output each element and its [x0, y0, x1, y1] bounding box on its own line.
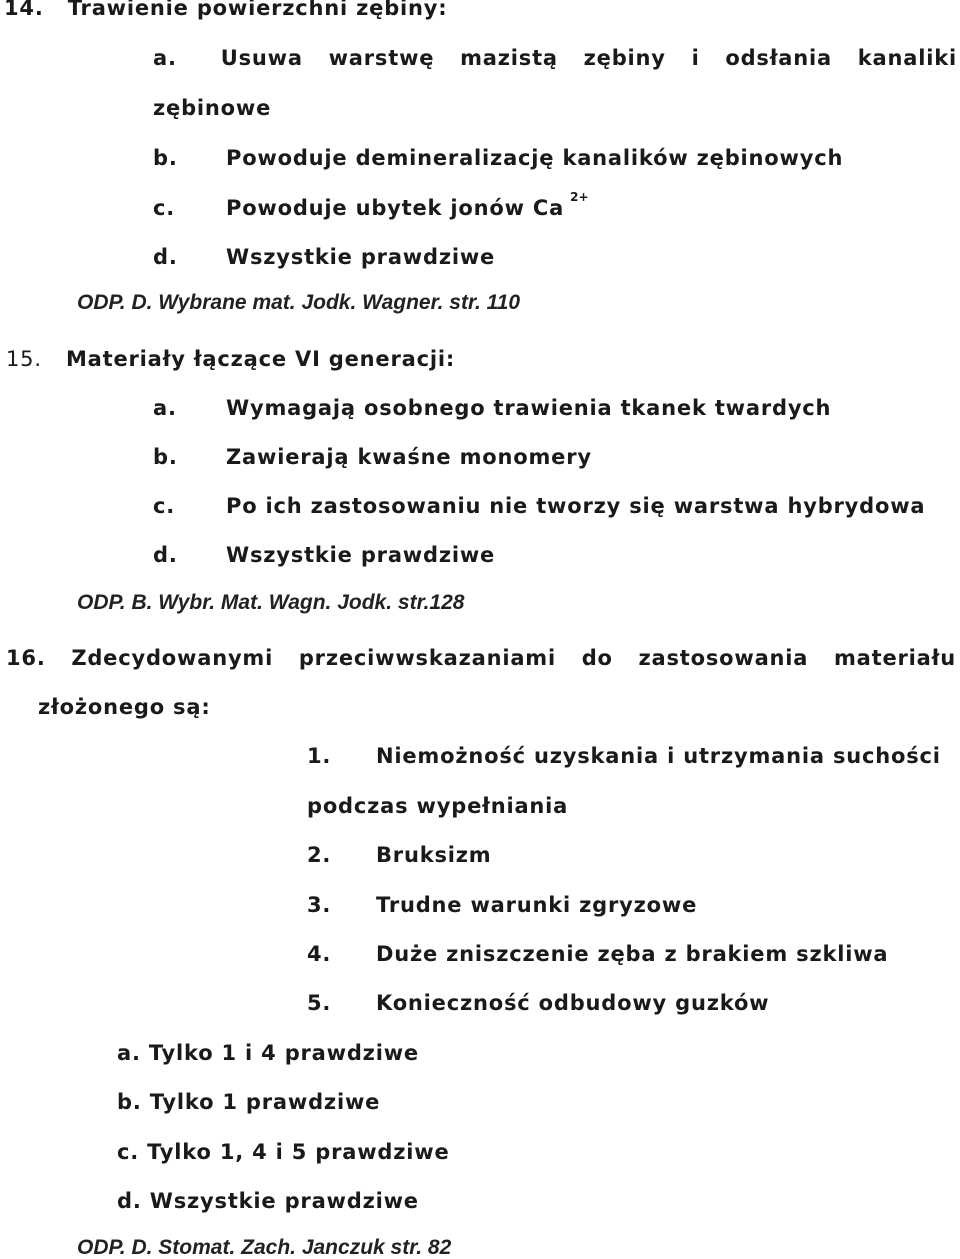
q15-option-c-letter: c.: [153, 494, 176, 518]
q16-option-d-text: Wszystkie prawdziwe: [149, 1189, 419, 1213]
q15-option-b-text: Zawierają kwaśne monomery: [226, 445, 592, 469]
q14-option-a-cont: [153, 98, 271, 119]
q16-option-a-text: Tylko 1 i 4 prawdziwe: [148, 1041, 419, 1065]
q16-item-5-text: Konieczność odbudowy guzków: [376, 991, 770, 1015]
q16-option-c-letter: c.: [117, 1140, 140, 1164]
q15-option-d-letter: d.: [153, 543, 178, 567]
q16-item-4-num: 4.: [307, 942, 332, 966]
q16-item-3-num: 3.: [307, 893, 332, 917]
q15-option-a: [153, 398, 831, 419]
q14-option-a-text: Usuwa warstwę mazistą zębiny i odsłania kanaliki: [220, 46, 957, 70]
q16-item-1: [307, 746, 941, 767]
q16-title-word-4: zastosowania: [638, 646, 809, 670]
q15-option-b-letter: b.: [153, 445, 178, 469]
q14-option-a: [153, 48, 957, 69]
q14-option-c-superscript: 2+: [570, 190, 589, 204]
q16-title-word-1: Zdecydowanymi: [71, 646, 274, 670]
q16-number: 16.: [6, 646, 46, 670]
q16-title-word-3: do: [581, 646, 613, 670]
q14-option-a-cont-text: zębinowe: [153, 96, 272, 120]
q16-item-5: [307, 993, 769, 1014]
q16-item-4-text: Duże zniszczenie zęba z brakiem szkliwa: [376, 942, 889, 966]
q14-answer: ODP. D. Wybrane mat. Jodk. Wagner. str. 110: [77, 291, 521, 314]
q16-option-d: [117, 1191, 419, 1212]
q16-option-b-text: Tylko 1 prawdziwe: [149, 1090, 381, 1114]
q14-option-d-text: Wszystkie prawdziwe: [226, 245, 496, 269]
q15-option-c-text: Po ich zastosowaniu nie tworzy się warstwa hybrydowa: [226, 494, 926, 518]
q14-number: 14.: [4, 0, 44, 20]
q16-option-a-letter: a.: [117, 1041, 141, 1065]
q14-option-b: [153, 148, 843, 169]
q16-option-b-letter: b.: [117, 1090, 142, 1114]
q14-option-d: [153, 247, 495, 268]
q16-title-cont: złożonego są:: [38, 695, 211, 719]
q16-option-d-letter: d.: [117, 1189, 142, 1213]
q15-option-d-text: Wszystkie prawdziwe: [226, 543, 496, 567]
q15-heading: [6, 349, 455, 370]
q15-option-a-letter: a.: [153, 396, 177, 420]
q16-item-5-num: 5.: [307, 991, 332, 1015]
q15-number: 15.: [6, 347, 42, 371]
q14-option-b-text: Powoduje demineralizację kanalików zębinowych: [226, 146, 844, 170]
q16-option-a: [117, 1043, 419, 1064]
q15-option-b: [153, 447, 592, 468]
q16-title-word-2: przeciwwskazaniami: [298, 646, 556, 670]
q16-option-c-text: Tylko 1, 4 i 5 prawdziwe: [147, 1140, 450, 1164]
q15-option-c: [153, 496, 925, 517]
q16-item-3: [307, 895, 697, 916]
q14-option-c-text: Powoduje ubytek jonów Ca: [226, 196, 565, 220]
q14-option-d-letter: d.: [153, 245, 178, 269]
q16-option-b: [117, 1092, 380, 1113]
q16-item-4: [307, 944, 888, 965]
q16-item-3-text: Trudne warunki zgryzowe: [376, 893, 698, 917]
q16-item-1-text: Niemożność uzyskania i utrzymania suchości: [376, 744, 941, 768]
q16-item-1-cont: podczas wypełniania: [307, 794, 569, 818]
q16-item-1-num: 1.: [307, 744, 332, 768]
q14-heading: [4, 0, 448, 19]
q14-option-c-letter: c.: [153, 196, 176, 220]
q15-title: Materiały łączące VI generacji:: [65, 347, 456, 371]
q16-item-2: [307, 845, 491, 866]
q14-option-a-letter: a.: [153, 46, 177, 70]
q16-item-2-text: Bruksizm: [376, 843, 492, 867]
q14-option-b-letter: b.: [153, 146, 178, 170]
q15-answer: ODP. B. Wybr. Mat. Wagn. Jodk. str.128: [77, 591, 465, 614]
q15-option-a-text: Wymagają osobnego trawienia tkanek twardych: [226, 396, 832, 420]
q14-option-c: [153, 190, 589, 220]
q16-item-2-num: 2.: [307, 843, 332, 867]
q16-title-word-5: materiału: [833, 646, 956, 670]
q16-answer: ODP. D. Stomat. Zach. Janczuk str. 82: [77, 1236, 452, 1259]
q15-option-d: [153, 545, 495, 566]
q16-heading: [6, 648, 956, 669]
q14-title: Trawienie powierzchni zębiny:: [67, 0, 448, 20]
q16-option-c: [117, 1142, 450, 1163]
